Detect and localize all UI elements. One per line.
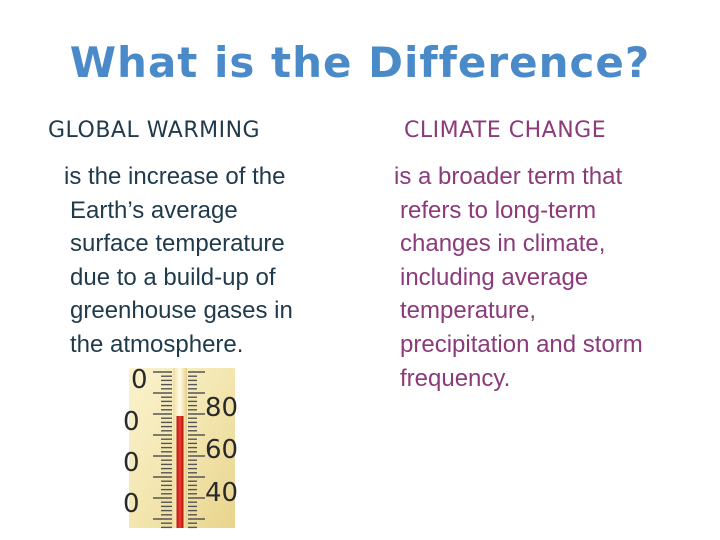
definition-line: surface temperature <box>70 230 285 258</box>
definition-line: changes in climate, <box>400 230 606 258</box>
climate-change-definition <box>394 160 643 395</box>
global-warming-heading: GLOBAL WARMING <box>48 118 261 143</box>
definition-line: frequency. <box>400 364 511 392</box>
definition-line: is a broader term that <box>394 163 623 190</box>
definition-line: greenhouse gases in <box>70 297 293 325</box>
thermometer-scale-label: 80 <box>205 393 239 423</box>
thermometer-scale-label: 40 <box>205 478 239 508</box>
svg-text:0: 0 <box>123 489 140 519</box>
thermometer-icon <box>123 365 239 528</box>
definition-line: precipitation and storm <box>400 330 643 358</box>
thermometer-mercury <box>177 416 184 528</box>
slide-title: What is the Difference? <box>69 38 651 87</box>
svg-text:0: 0 <box>123 448 140 478</box>
definition-line: Earth’s average <box>70 196 238 224</box>
global-warming-definition <box>64 160 293 362</box>
svg-text:0: 0 <box>131 365 148 395</box>
definition-line: due to a build-up of <box>70 263 276 291</box>
svg-text:0: 0 <box>123 407 140 437</box>
definition-line: temperature, <box>400 297 537 325</box>
climate-change-heading: CLIMATE CHANGE <box>404 118 607 143</box>
definition-line: refers to long-term <box>400 196 597 224</box>
thermometer-scale-label: 60 <box>205 435 239 465</box>
definition-line: including average <box>400 263 589 291</box>
definition-line: the atmosphere. <box>70 330 244 358</box>
definition-line: is the increase of the <box>64 163 286 190</box>
